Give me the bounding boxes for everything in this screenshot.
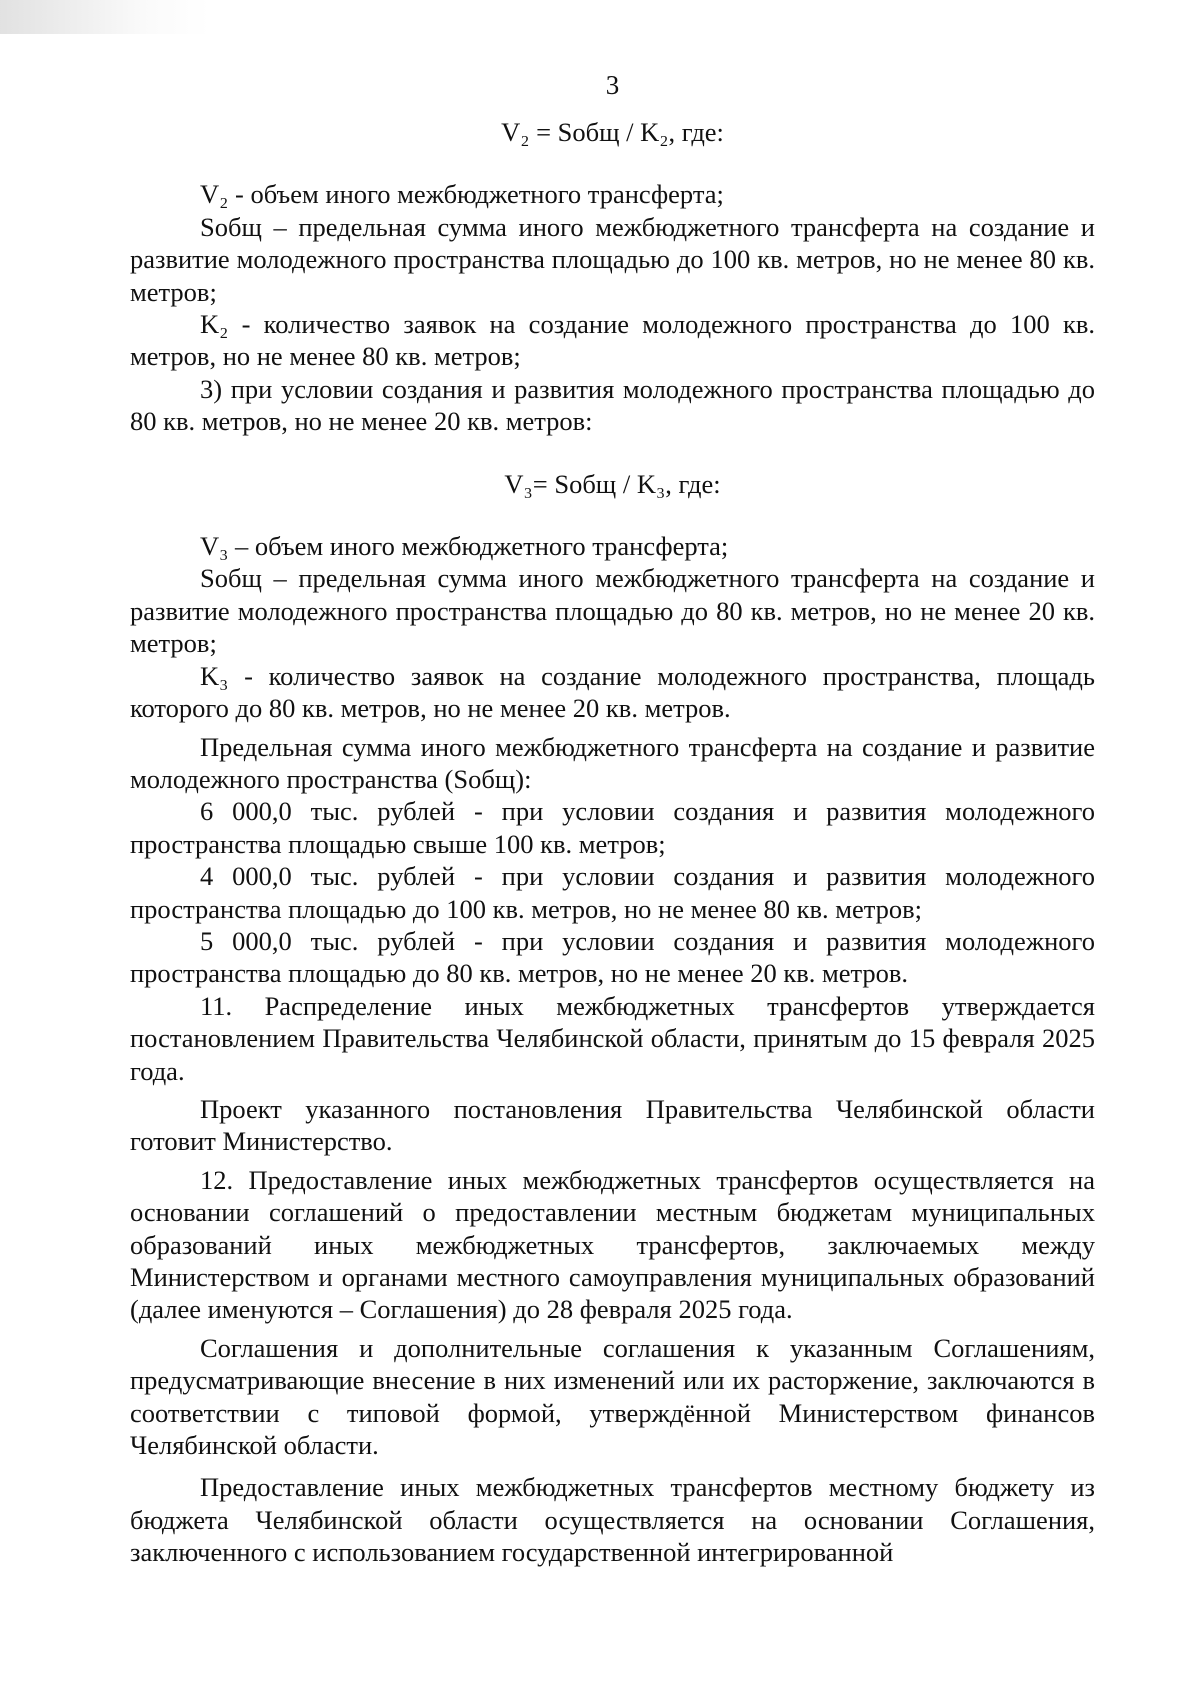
document-page <box>130 68 1095 1569</box>
page-number: 3 <box>605 70 620 100</box>
paragraph-sobsh-definition-1: Sобщ – предельная сумма иного межбюджетного трансферта на создание и развитие молодежного пространства площадью до 100 кв. метров, но не менее 80 кв. метров; <box>130 211 1095 307</box>
formula-v2: V₂ = Sобщ / K₂, где: <box>501 117 724 147</box>
paragraph-sobsh-definition-2: Sобщ – предельная сумма иного межбюджетного трансферта на создание и развитие молодежного пространства площадью до 80 кв. метров, но не менее 20 кв. метров; <box>130 563 1095 659</box>
scan-artifact <box>0 0 210 34</box>
paragraph-provision: Предоставление иных межбюджетных трансфертов местному бюджету из бюджета Челябинской области осуществляется на основании Соглашения, заключенного с использованием государственной интегрированной <box>130 1472 1095 1568</box>
paragraph-agreements: Соглашения и дополнительные соглашения к указанным Соглашениям, предусматривающие внесение в них изменений или их расторжение, заключаются в соответствии с типовой формой, утверждённой Министерством финансов Челябинской области. <box>130 1332 1095 1461</box>
paragraph-amount-6000: 6 000,0 тыс. рублей - при условии создания и развития молодежного пространства площадью свыше 100 кв. метров; <box>130 796 1095 859</box>
paragraph-limit-sum: Предельная сумма иного межбюджетного трансферта на создание и развитие молодежного пространства (Sобщ): <box>130 731 1095 794</box>
paragraph-item-12: 12. Предоставление иных межбюджетных трансфертов осуществляется на основании соглашений о предоставлении местным бюджетам муниципальных образований иных межбюджетных трансфертов, заключаемых между Министерством и органами местного самоуправления муниципальных образований (далее именуются – Соглашения) до 28 февраля 2025 года. <box>130 1164 1095 1325</box>
paragraph-item-11: 11. Распределение иных межбюджетных трансфертов утверждается постановлением Правительства Челябинской области, принятым до 15 февраля 2025 года. <box>130 990 1095 1086</box>
paragraph-draft-resolution: Проект указанного постановления Правительства Челябинской области готовит Министерство. <box>130 1093 1095 1157</box>
paragraph-condition-3: 3) при условии создания и развития молодежного пространства площадью до 80 кв. метров, но не менее 20 кв. метров: <box>130 373 1095 437</box>
paragraph-amount-5000: 5 000,0 тыс. рублей - при условии создания и развития молодежного пространства площадью до 80 кв. метров, но не менее 20 кв. метров. <box>130 925 1095 989</box>
paragraph-v3-definition: V₃ – объем иного межбюджетного трансферта; <box>200 531 729 562</box>
paragraph-k3-definition: K₃ - количество заявок на создание молодежного пространства, площадь которого до 80 кв. метров, но не менее 20 кв. метров. <box>130 660 1095 724</box>
paragraph-amount-4000: 4 000,0 тыс. рублей - при условии создания и развития молодежного пространства площадью до 100 кв. метров, но не менее 80 кв. метров; <box>130 861 1095 924</box>
paragraph-k2-definition: K₂ - количество заявок на создание молодежного пространства до 100 кв. метров, но не менее 80 кв. метров; <box>130 309 1095 372</box>
paragraph-v2-definition: V₂ - объем иного межбюджетного трансферта; <box>200 179 724 210</box>
formula-v3: V₃= Sобщ / K₃, где: <box>504 468 721 499</box>
